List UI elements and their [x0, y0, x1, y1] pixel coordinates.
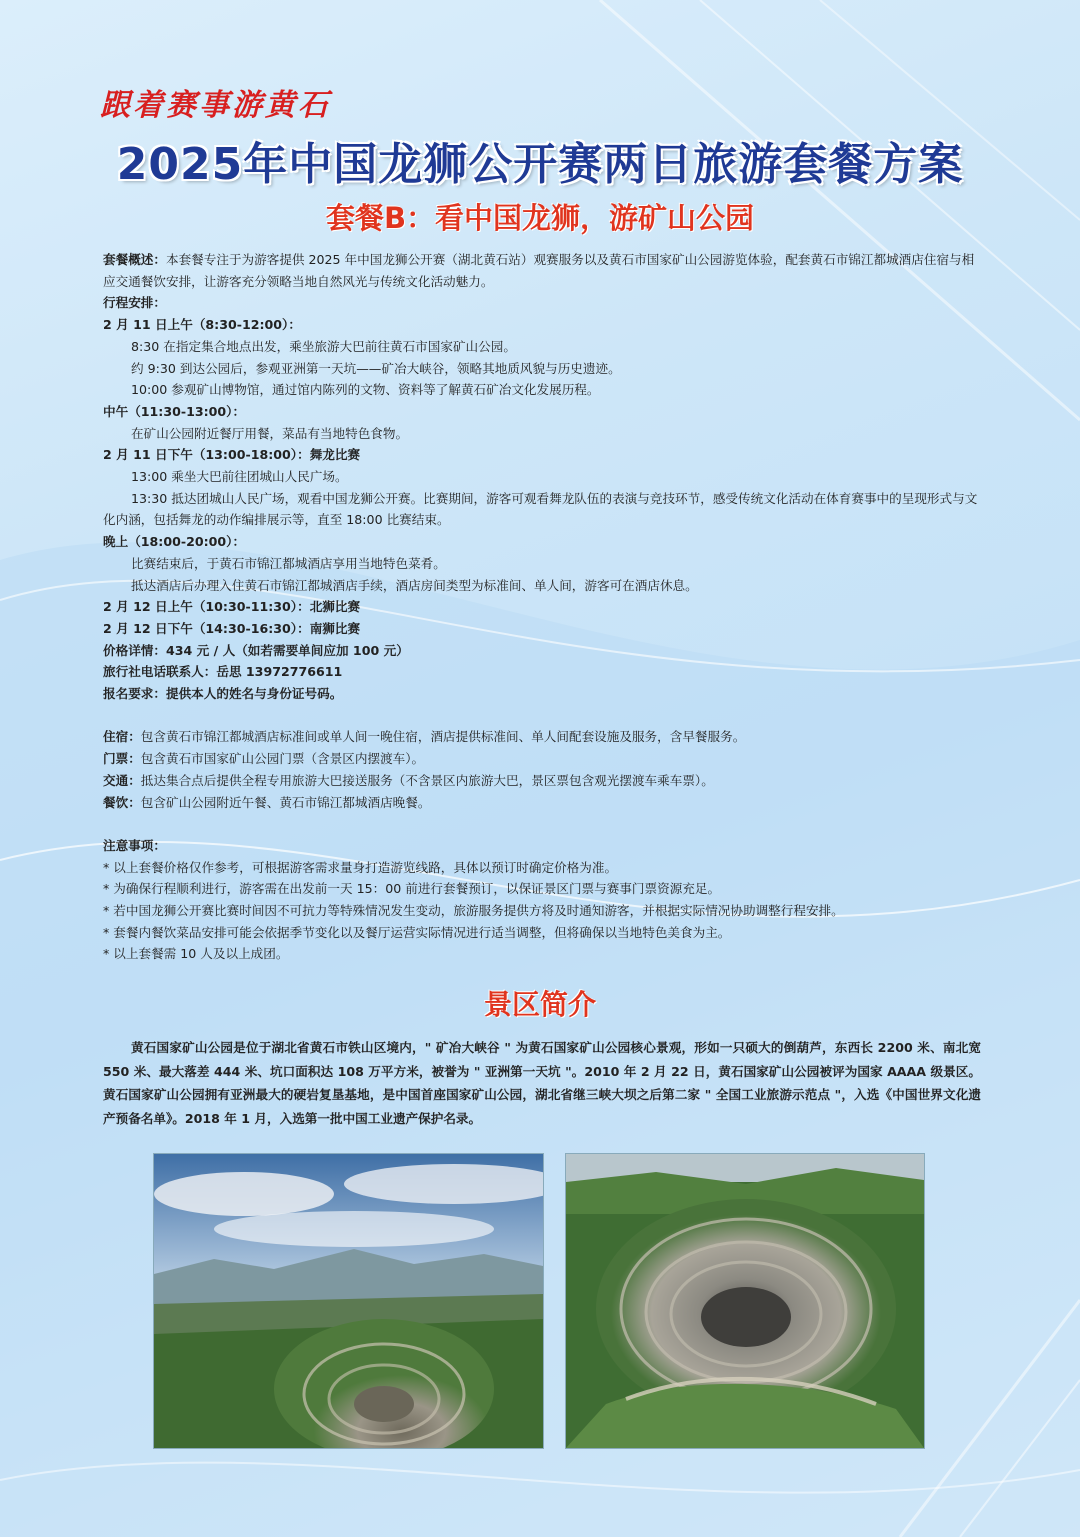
note-item: * 若中国龙狮公开赛比赛时间因不可抗力等特殊情况发生变动，旅游服务提供方将及时通知游客，并根据实际情况协助调整行程安排。 [103, 903, 844, 919]
schedule-line: 抵达酒店后办理入住黄石市锦江都城酒店手续，酒店房间类型为标准间、单人间，游客可在酒店休息。 [131, 577, 698, 593]
includes-text: 包含黄石市锦江都城酒店标准间或单人间一晚住宿，酒店提供标准间、单人间配套设施及服务，含早餐服务。 [140, 729, 746, 745]
price-details: 价格详情：434 元 / 人（如若需要单间应加 100 元） [103, 642, 409, 658]
registration-requirement: 报名要求：提供本人的姓名与身份证号码。 [103, 686, 343, 702]
includes-label: 餐饮： [103, 794, 141, 810]
package-details [103, 249, 981, 965]
includes-item [103, 792, 981, 814]
includes-text: 包含矿山公园附近午餐、黄石市锦江都城酒店晚餐。 [140, 794, 431, 810]
overview-paragraph [103, 249, 981, 292]
scenic-intro: 黄石国家矿山公园是位于湖北省黄石市铁山区境内，" 矿冶大峡谷 " 为黄石国家矿山公园核心景观，形如一只硕大的倒葫芦，东西长 2200 米、南北宽 550 米、最大落差 444 米、坑口面积达 108 万平方米，被誉为 " 亚洲第一天坑 "。2010 年 2 月 22 日，黄石国家矿山公园被评为国家 AAAA 级景区。黄石国家矿山公园拥有亚洲最大的硬岩复垦基地，是中国首座国家矿山公园，湖北省继三峡大坝之后第二家 " 全国工业旅游示范点 "，入选《中国世界文化遗产预备名单》。2018 年 1 月，入选第一批中国工业遗产保护名录。 [103, 1040, 981, 1126]
schedule-line: 10:00 参观矿山博物馆，通过馆内陈列的文物、资料等了解黄石矿冶文化发展历程。 [131, 382, 600, 398]
day2-morning: 2 月 12 日上午（10:30-11:30）：北狮比赛 [103, 599, 361, 615]
scenic-heading: 景区简介 [483, 988, 596, 1021]
header-kicker: 跟着赛事游黄石 [100, 88, 331, 123]
mine-pit-overhead-photo [565, 1153, 925, 1449]
overview-text: 本套餐专注于为游客提供 2025 年中国龙狮公开赛（湖北黄石站）观赛服务以及黄石市国家矿山公园游览体验，配套黄石市锦江都城酒店住宿与相应交通餐饮安排，让游客充分领略当地自然风光与传统文化活动魅力。 [103, 252, 975, 289]
includes-item [103, 748, 981, 770]
note-item: * 以上套餐价格仅作参考，可根据游客需求量身打造游览线路，具体以预订时确定价格为准。 [103, 859, 618, 875]
schedule-line: 约 9:30 到达公园后，参观亚洲第一天坑——矿冶大峡谷，领略其地质风貌与历史遗迹。 [131, 360, 621, 376]
schedule-line: 13:00 乘坐大巴前往团城山人民广场。 [131, 469, 348, 485]
schedule-line: 13:30 抵达团城山人民广场，观看中国龙狮公开赛。比赛期间，游客可观看舞龙队伍的表演与竞技环节，感受传统文化活动在体育赛事中的呈现形式与文化内涵，包括舞龙的动作编排展示等，直至 18:00 比赛结束。 [103, 490, 978, 528]
schedule-line: 在矿山公园附近餐厅用餐，菜品有当地特色食物。 [131, 425, 409, 441]
schedule-block-title: 晚上（18:00-20:00）： [103, 534, 246, 550]
includes-item [103, 770, 981, 792]
notes-heading: 注意事项： [103, 837, 166, 853]
agency-contact: 旅行社电话联系人：岳思 13972776611 [103, 664, 343, 680]
schedule-heading: 行程安排： [103, 295, 166, 311]
package-subtitle: 套餐B：看中国龙狮，游矿山公园 [325, 201, 755, 235]
includes-text: 包含黄石市国家矿山公园门票（含景区内摆渡车）。 [140, 751, 425, 767]
page-title: 2025年中国龙狮公开赛两日旅游套餐方案 [116, 139, 964, 190]
schedule-block-title: 2 月 11 日下午（13:00-18:00）：舞龙比赛 [103, 447, 361, 463]
includes-label: 住宿： [103, 729, 141, 745]
includes-label: 交通： [103, 772, 141, 788]
schedule-line: 8:30 在指定集合地点出发，乘坐旅游大巴前往黄石市国家矿山公园。 [131, 338, 516, 354]
schedule-line: 比赛结束后，于黄石市锦江都城酒店享用当地特色菜肴。 [131, 555, 446, 571]
note-item: * 以上套餐需 10 人及以上成团。 [103, 946, 289, 962]
includes-text: 抵达集合点后提供全程专用旅游大巴接送服务（不含景区内旅游大巴，景区票包含观光摆渡车乘车票）。 [140, 772, 714, 788]
note-item: * 套餐内餐饮菜品安排可能会依据季节变化以及餐厅运营实际情况进行适当调整，但将确保以当地特色美食为主。 [103, 924, 731, 940]
mine-pit-aerial-photo [153, 1153, 544, 1449]
note-item: * 为确保行程顺利进行，游客需在出发前一天 15：00 前进行套餐预订，以保证景区门票与赛事门票资源充足。 [103, 881, 721, 897]
schedule-block-title: 2 月 11 日上午（8:30-12:00）： [103, 317, 301, 333]
schedule-block-title: 中午（11:30-13:00）： [103, 403, 246, 419]
includes-label: 门票： [103, 751, 141, 767]
includes-item [103, 726, 981, 748]
day2-afternoon: 2 月 12 日下午（14:30-16:30）：南狮比赛 [103, 620, 361, 636]
overview-label: 套餐概述： [103, 252, 166, 267]
